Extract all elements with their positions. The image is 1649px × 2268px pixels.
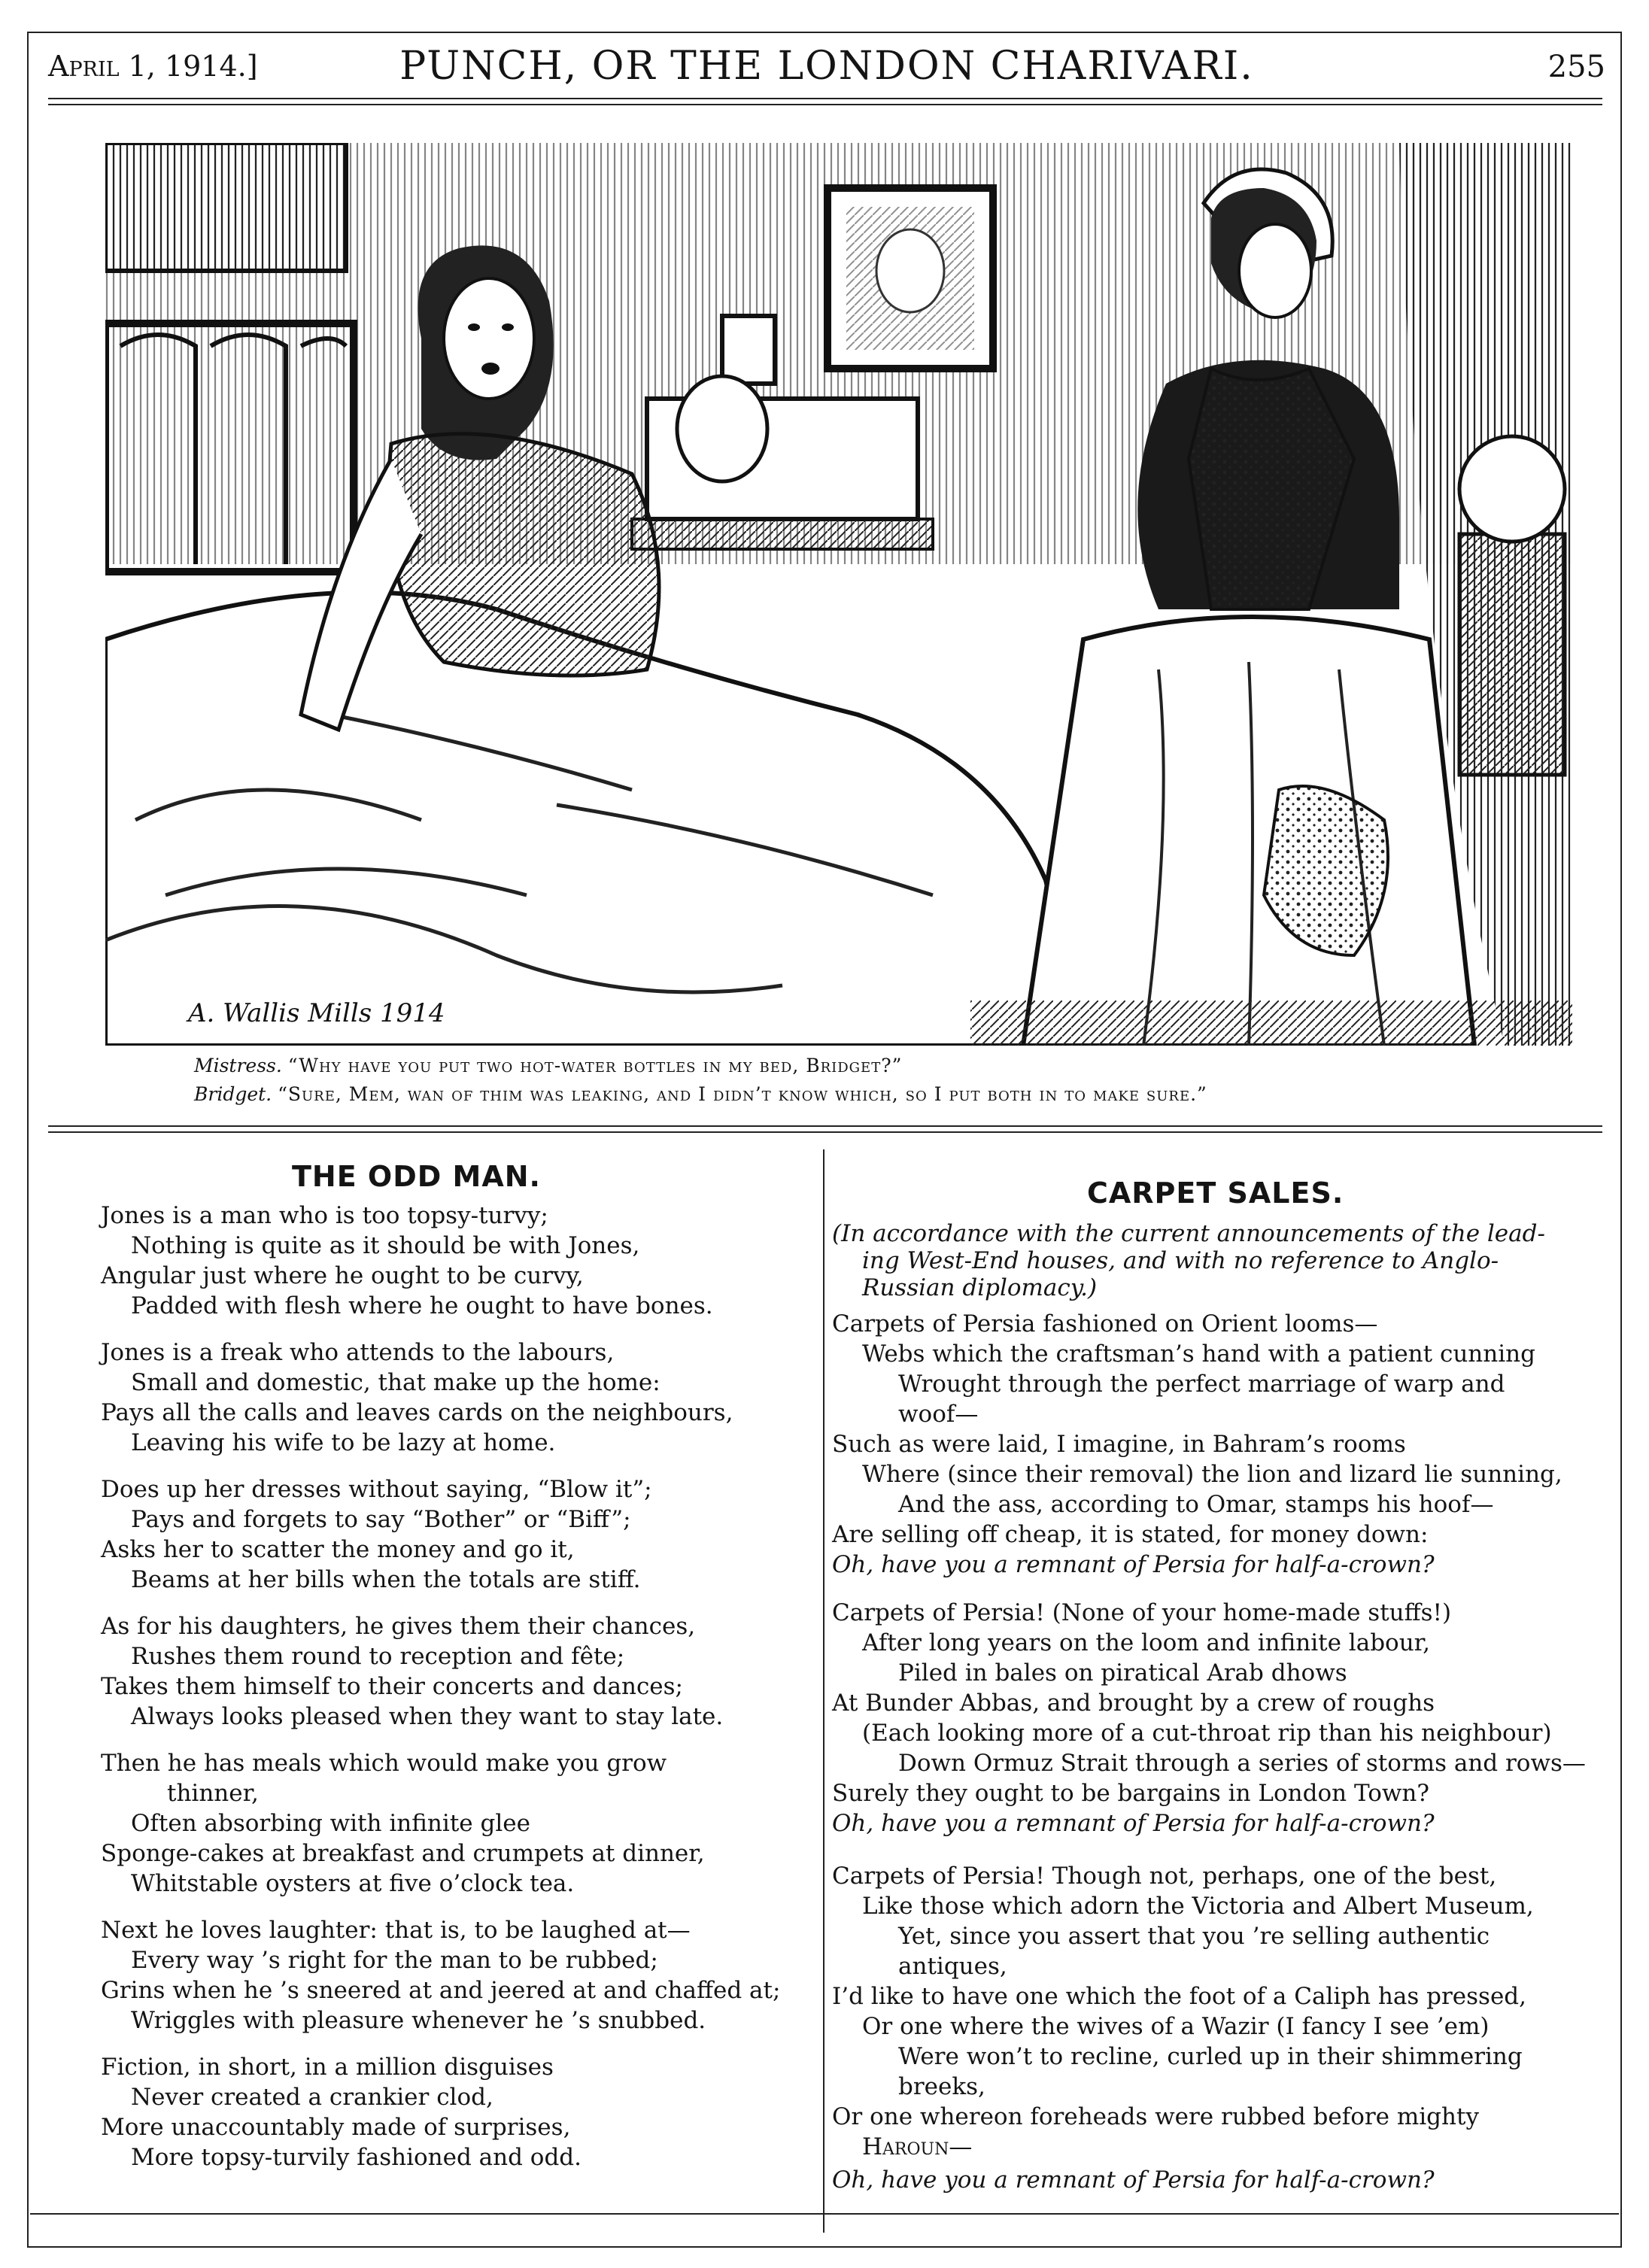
odd-man-line: Takes them himself to their concerts and dances; [101,1673,684,1700]
odd-man-line: Often absorbing with infinite glee [131,1810,530,1837]
odd-man-line: Grins when he ’s sneered at and jeered at and chaffed at; [101,1977,781,2004]
odd-man-line: As for his daughters, he gives them their chances, [101,1613,696,1640]
carpet-line: Webs which the craftsman’s hand with a patient cunning [862,1340,1535,1368]
odd-man-line: Small and domestic, that make up the home: [131,1369,661,1396]
odd-man-line: Leaving his wife to be lazy at home. [131,1429,556,1456]
carpet-line: I’d like to have one which the foot of a Caliph has pressed, [832,1983,1527,2010]
odd-man-line: Wriggles with pleasure whenever he ’s snubbed. [131,2007,706,2034]
bottom-rule [30,2213,1619,2215]
carpet-line: antiques, [898,1953,1007,1980]
odd-man-line: Angular just where he ought to be curvy, [101,1262,584,1289]
carpet-refrain: Oh, have you a remnant of Persia for half-a-crown? [832,2166,1435,2194]
carpet-refrain: Oh, have you a remnant of Persia for half-a-crown? [832,1810,1435,1837]
carpet-line: Carpets of Persia fashioned on Orient looms— [832,1310,1378,1337]
caption-speaker-bridget: Bridget. [194,1083,272,1105]
column-divider [823,1149,824,2233]
odd-man-line: Rushes them round to reception and fête; [131,1643,625,1670]
carpet-line: Piled in bales on piratical Arab dhows [898,1659,1347,1687]
masthead [48,44,1605,96]
carpet-line: (Each looking more of a cut-throat rip than his neighbour) [862,1720,1552,1747]
cartoon-illustration [105,143,1572,1046]
cartoon-drawing [105,143,1572,1046]
carpet-line: After long years on the loom and infinite labour, [862,1629,1430,1656]
odd-man-line: Sponge-cakes at breakfast and crumpets at dinner, [101,1840,705,1867]
carpet-line: Wrought through the perfect marriage of warp and [898,1371,1505,1398]
carpet-intro-line: (In accordance with the current announcements of the lead- [832,1220,1545,1247]
carpet-intro-line: Russian diplomacy.) [862,1274,1098,1301]
issue-date: April 1, 1914.] [48,50,258,83]
carpet-intro-line: ing West-End houses, and with no reference to Anglo- [862,1247,1499,1274]
publication-title: PUNCH, OR THE LONDON CHARIVARI. [399,44,1254,89]
page-number: 255 [1547,50,1605,84]
carpet-line: Were won’t to recline, curled up in their shimmering [898,2043,1523,2070]
odd-man-title: THE ODD MAN. [292,1160,541,1193]
odd-man-line: More topsy-turvily fashioned and odd. [131,2144,582,2171]
odd-man-line: Jones is a freak who attends to the labours, [101,1339,615,1366]
carpet-line: Or one whereon foreheads were rubbed before mighty [832,2103,1479,2130]
carpet-refrain: Oh, have you a remnant of Persia for half-a-crown? [832,1551,1435,1578]
caption-text-bridget: “Sure, Mem, wan of thim was leaking, and I didn’t know which, so I put both in to make sure.” [278,1083,1207,1105]
odd-man-line: Always looks pleased when they want to stay late. [131,1703,724,1730]
masthead-rule [48,98,1602,105]
carpet-line: Like those which adorn the Victoria and Albert Museum, [862,1893,1534,1920]
odd-man-line: Next he loves laughter: that is, to be laughed at— [101,1917,691,1944]
artist-signature: A. Wallis Mills 1914 [188,998,445,1028]
odd-man-line: Asks her to scatter the money and go it, [101,1536,575,1563]
carpet-line: Are selling off cheap, it is stated, for money down: [832,1521,1429,1548]
carpet-line: At Bunder Abbas, and brought by a crew of roughs [832,1690,1435,1717]
odd-man-line: Beams at her bills when the totals are stiff. [131,1566,641,1593]
carpet-line: woof— [898,1401,979,1428]
odd-man-line: Never created a crankier clod, [131,2084,493,2111]
odd-man-line: Whitstable oysters at five o’clock tea. [131,1870,575,1897]
caption-line-1 [194,1055,1593,1076]
odd-man-line: Does up her dresses without saying, “Blow it”; [101,1476,652,1503]
carpet-line: Haroun— [862,2133,973,2160]
carpet-line: Carpets of Persia! (None of your home-made stuffs!) [832,1599,1452,1626]
odd-man-line: Pays all the calls and leaves cards on the neighbours, [101,1399,733,1426]
odd-man-line: Pays and forgets to say “Bother” or “Biff”; [131,1506,631,1533]
carpet-line: Where (since their removal) the lion and lizard lie sunning, [862,1461,1562,1488]
caption-text-mistress: “Why have you put two hot-water bottles in my bed, Bridget?” [287,1055,903,1076]
carpet-line: And the ass, according to Omar, stamps his hoof— [898,1491,1494,1518]
caption-speaker-mistress: Mistress. [194,1055,282,1076]
odd-man-line: Then he has meals which would make you grow [101,1750,667,1777]
carpet-line: Such as were laid, I imagine, in Bahram’s rooms [832,1431,1406,1458]
odd-man-line: thinner, [167,1780,259,1807]
carpet-sales-title: CARPET SALES. [1087,1177,1344,1210]
carpet-line: Yet, since you assert that you ’re selling authentic [898,1923,1490,1950]
carpet-line: Surely they ought to be bargains in London Town? [832,1780,1429,1807]
odd-man-line: More unaccountably made of surprises, [101,2114,571,2141]
carpet-line: Carpets of Persia! Though not, perhaps, one of the best, [832,1863,1497,1890]
odd-man-line: Fiction, in short, in a million disguises [101,2054,554,2081]
odd-man-line: Padded with flesh where he ought to have bones. [131,1292,713,1319]
carpet-line: Or one where the wives of a Wazir (I fancy I see ’em) [862,2013,1490,2040]
odd-man-line: Nothing is quite as it should be with Jones, [131,1232,640,1259]
odd-man-line: Jones is a man who is too topsy-turvy; [101,1202,548,1229]
carpet-line: Down Ormuz Strait through a series of storms and rows— [898,1750,1586,1777]
caption-rule [48,1125,1602,1133]
caption-line-2 [194,1083,1593,1105]
carpet-line: breeks, [898,2073,985,2100]
odd-man-line: Every way ’s right for the man to be rubbed; [131,1947,658,1974]
